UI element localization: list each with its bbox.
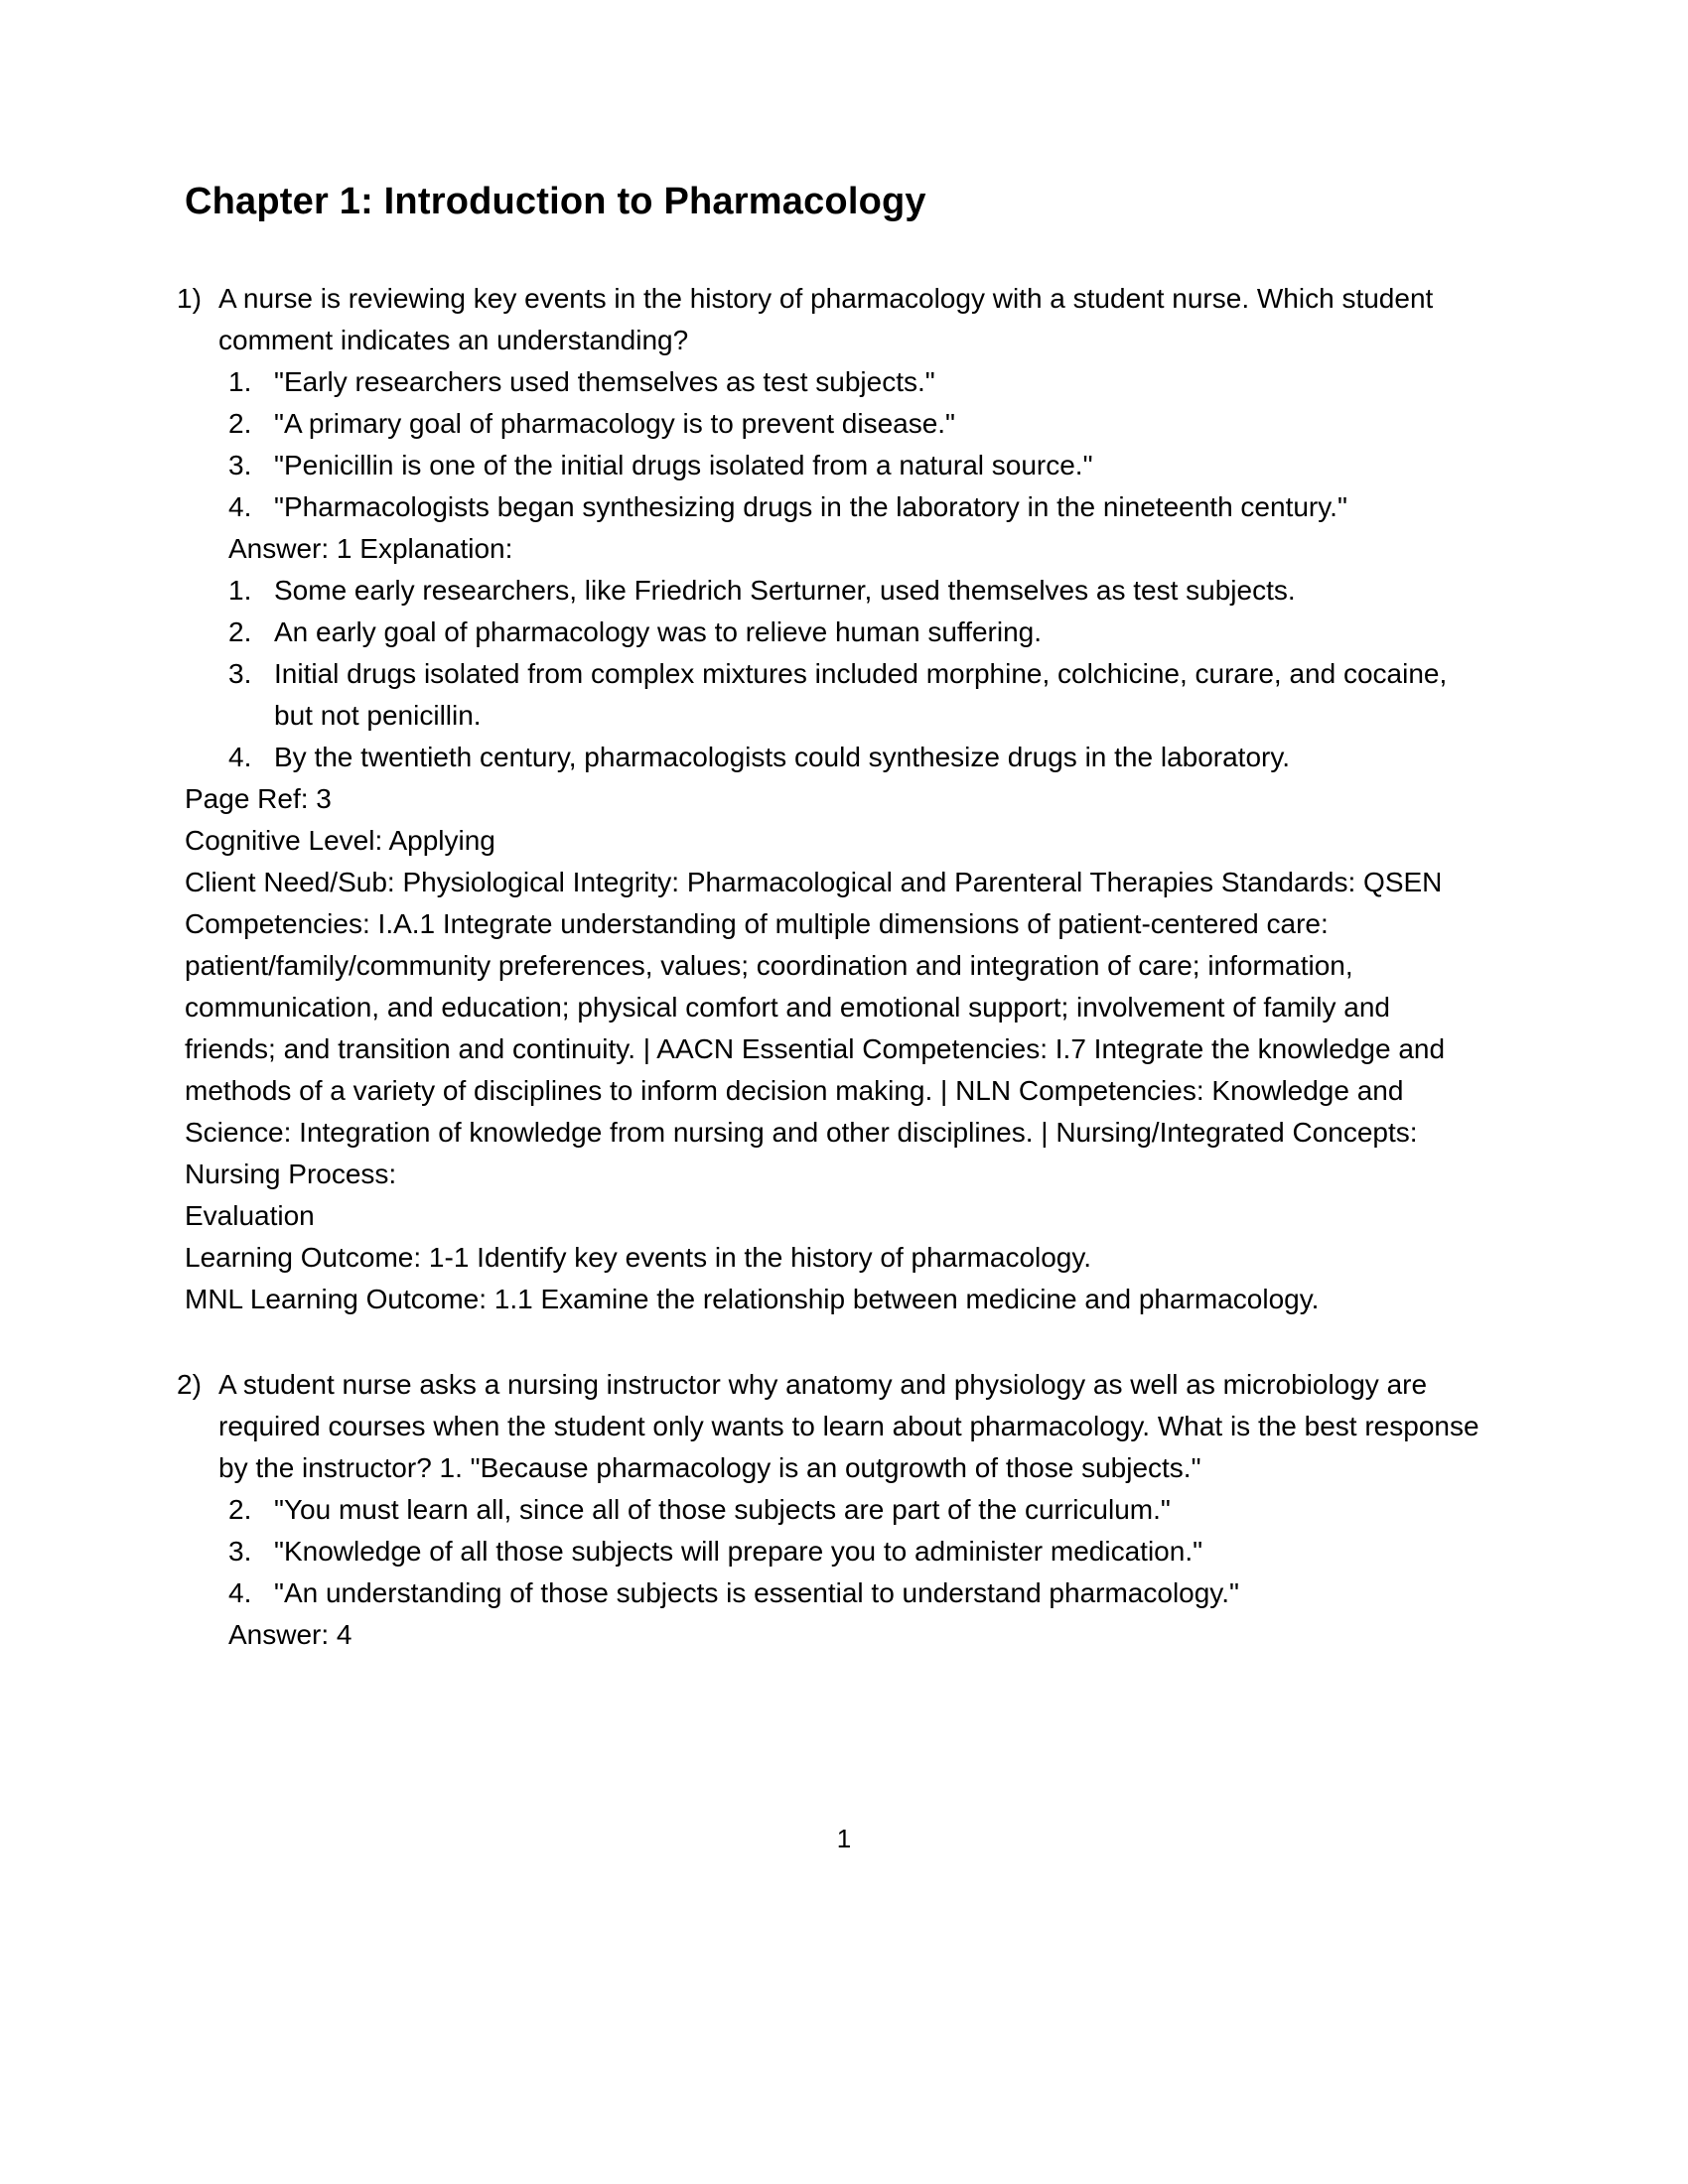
question-2-option-4[interactable] [177, 1572, 1487, 1614]
question-1-marker: 1) [177, 282, 202, 314]
option-text: "Pharmacologists began synthesizing drugs in the laboratory in the nineteenth century." [274, 490, 1347, 522]
question-1-stem-row [177, 278, 1487, 361]
explanation-marker: 2. [228, 615, 252, 647]
page-ref: Page Ref: 3 [185, 782, 332, 814]
option-text: "A primary goal of pharmacology is to prevent disease." [274, 407, 955, 439]
client-need-sub: Client Need/Sub: Physiological Integrity: Pharmacological and Parenteral Therapies Standards: QSEN Competencies: I.A.1 Integrate understanding of multiple dimensions of patient-centered care: patient/family/community preferences, values; coordination and integration of care; information, communication, and education; physical comfort and emotional support; involvement of family and friends; and transition and continuity. | AACN Essential Competencies: I.7 Integrate the knowledge and methods of a variety of disciplines to inform decision making. | NLN Competencies: Knowledge and Science: Integration of knowledge from nursing and other disciplines. | Nursing/Integrated Concepts: Nursing Process: [185, 866, 1446, 1189]
question-2-option-2[interactable] [177, 1489, 1487, 1531]
question-2-marker: 2) [177, 1368, 202, 1400]
learning-outcome: Learning Outcome: 1-1 Identify key events in the history of pharmacology. [185, 1241, 1092, 1273]
question-block-1 [177, 278, 1487, 1320]
option-text: "Early researchers used themselves as test subjects." [274, 365, 935, 397]
option-text: "Penicillin is one of the initial drugs isolated from a natural source." [274, 449, 1093, 480]
explanation-text: Some early researchers, like Friedrich Serturner, used themselves as test subjects. [274, 574, 1296, 606]
question-1-option-1[interactable] [177, 361, 1487, 403]
option-marker: 2. [228, 1493, 252, 1525]
question-block-2 [177, 1364, 1487, 1656]
page-number: 1 [836, 1824, 852, 1853]
explanation-marker: 3. [228, 657, 252, 689]
page-title: Chapter 1: Introduction to Pharmacology [185, 181, 926, 222]
explanation-marker: 4. [228, 741, 252, 772]
question-2-stem: A student nurse asks a nursing instructor why anatomy and physiology as well as microbiology are required courses when the student only wants to learn about pharmacology. What is the best response by the instructor? 1. "Because pharmacology is an outgrowth of those subjects." [218, 1368, 1479, 1483]
option-marker: 4. [228, 1576, 252, 1608]
option-marker: 2. [228, 407, 252, 439]
question-1-explanation-3 [177, 653, 1487, 737]
explanation-text: An early goal of pharmacology was to relieve human suffering. [274, 615, 1043, 647]
option-marker: 4. [228, 490, 252, 522]
explanation-text: Initial drugs isolated from complex mixtures included morphine, colchicine, curare, and cocaine, but not penicillin. [274, 657, 1448, 731]
question-2-answer: Answer: 4 [228, 1618, 352, 1650]
question-separator [177, 1320, 1487, 1364]
client-need-sub-tail: Evaluation [185, 1199, 315, 1231]
option-text: "You must learn all, since all of those subjects are part of the curriculum." [274, 1493, 1171, 1525]
option-marker: 3. [228, 1535, 252, 1567]
question-1-explanation-1 [177, 570, 1487, 612]
question-1-stem: A nurse is reviewing key events in the history of pharmacology with a student nurse. Which student comment indicates an understanding? [218, 282, 1434, 355]
explanation-text: By the twentieth century, pharmacologists could synthesize drugs in the laboratory. [274, 741, 1291, 772]
document-content [177, 179, 1487, 1656]
option-marker: 1. [228, 365, 252, 397]
mnl-learning-outcome: MNL Learning Outcome: 1.1 Examine the relationship between medicine and pharmacology. [185, 1283, 1320, 1314]
question-2-stem-row [177, 1364, 1487, 1489]
option-marker: 3. [228, 449, 252, 480]
question-1-explanation-2 [177, 612, 1487, 653]
explanation-marker: 1. [228, 574, 252, 606]
question-1-metadata [177, 778, 1487, 1320]
question-1-answer: Answer: 1 Explanation: [228, 532, 513, 564]
cognitive-level: Cognitive Level: Applying [185, 824, 495, 856]
question-1-option-4[interactable] [177, 486, 1487, 528]
question-1-option-2[interactable] [177, 403, 1487, 445]
option-text: "An understanding of those subjects is essential to understand pharmacology." [274, 1576, 1239, 1608]
question-1-explanation-4 [177, 737, 1487, 778]
question-1-option-3[interactable] [177, 445, 1487, 486]
option-text: "Knowledge of all those subjects will prepare you to administer medication." [274, 1535, 1203, 1567]
question-2-option-3[interactable] [177, 1531, 1487, 1572]
